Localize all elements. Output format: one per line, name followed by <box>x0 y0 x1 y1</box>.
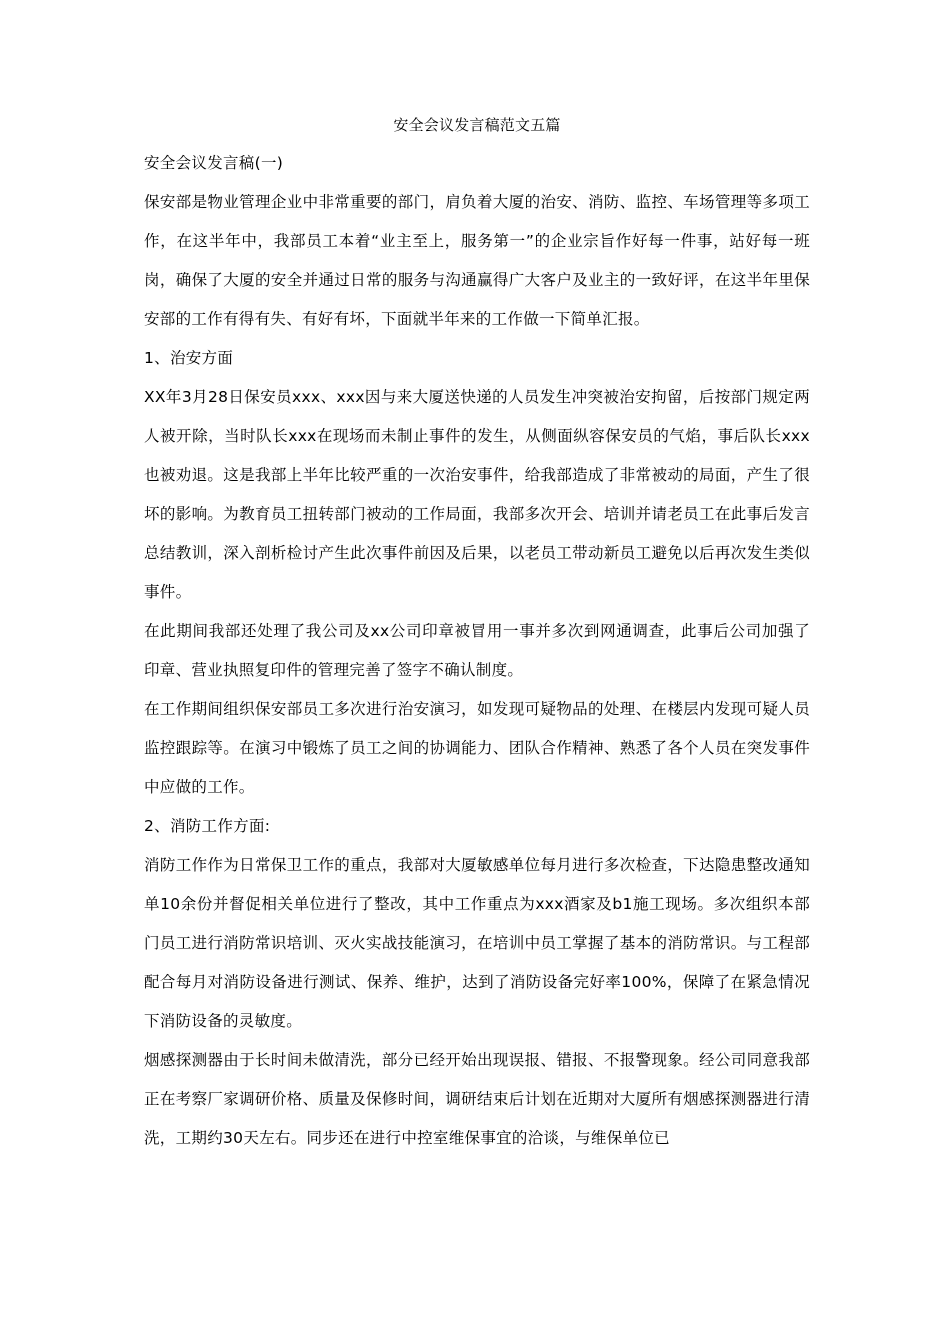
paragraph-intro: 保安部是物业管理企业中非常重要的部门，肩负着大厦的治安、消防、监控、车场管理等多项工作，在这半年中，我部员工本着“业主至上，服务第一”的企业宗旨作好每一件事，站好每一班岗，确保了大厦的安全并通过日常的服务与沟通赢得广大客户及业主的一致好评，在这半年里保安部的工作有得有失、有好有坏，下面就半年来的工作做一下简单汇报。 <box>144 193 810 328</box>
paragraph-seal-misuse: 在此期间我部还处理了我公司及xx公司印章被冒用一事并多次到网通调查，此事后公司加强了印章、营业执照复印件的管理完善了签字不确认制度。 <box>144 622 810 679</box>
document-subtitle: 安全会议发言稿(一) <box>144 154 284 172</box>
section-heading-fire: 2、消防工作方面: <box>144 817 271 835</box>
paragraph-fire-work: 消防工作作为日常保卫工作的重点，我部对大厦敏感单位每月进行多次检查，下达隐患整改通知单10余份并督促相关单位进行了整改，其中工作重点为xxx酒家及b1施工现场。多次组织本部门员工进行消防常识培训、灭火实战技能演习，在培训中员工掌握了基本的消防常识。与工程部配合每月对消防设备进行测试、保养、维护，达到了消防设备完好率100%，保障了在紧急情况下消防设备的灵敏度。 <box>144 856 810 1030</box>
document-body <box>144 112 810 1158</box>
paragraph-security-drill: 在工作期间组织保安部员工多次进行治安演习，如发现可疑物品的处理、在楼层内发现可疑人员监控跟踪等。在演习中锻炼了员工之间的协调能力、团队合作精神、熟悉了各个人员在突发事件中应做的工作。 <box>144 700 810 796</box>
document-title: 安全会议发言稿范文五篇 <box>393 116 561 134</box>
section-heading-security: 1、治安方面 <box>144 349 234 367</box>
paragraph-security-incident: XX年3月28日保安员xxx、xxx因与来大厦送快递的人员发生冲突被治安拘留，后按部门规定两人被开除，当时队长xxx在现场而未制止事件的发生，从侧面纵容保安员的气焰，事后队长xxx也被劝退。这是我部上半年比较严重的一次治安事件，给我部造成了非常被动的局面，产生了很坏的影响。为教育员工扭转部门被动的工作局面，我部多次开会、培训并请老员工在此事后发言总结教训，深入剖析检讨产生此次事件前因及后果，以老员工带动新员工避免以后再次发生类似事件。 <box>144 388 810 601</box>
paragraph-smoke-detector: 烟感探测器由于长时间未做清洗，部分已经开始出现误报、错报、不报警现象。经公司同意我部正在考察厂家调研价格、质量及保修时间，调研结束后计划在近期对大厦所有烟感探测器进行清洗，工期约30天左右。同步还在进行中控室维保事宜的洽谈，与维保单位已 <box>144 1051 810 1147</box>
